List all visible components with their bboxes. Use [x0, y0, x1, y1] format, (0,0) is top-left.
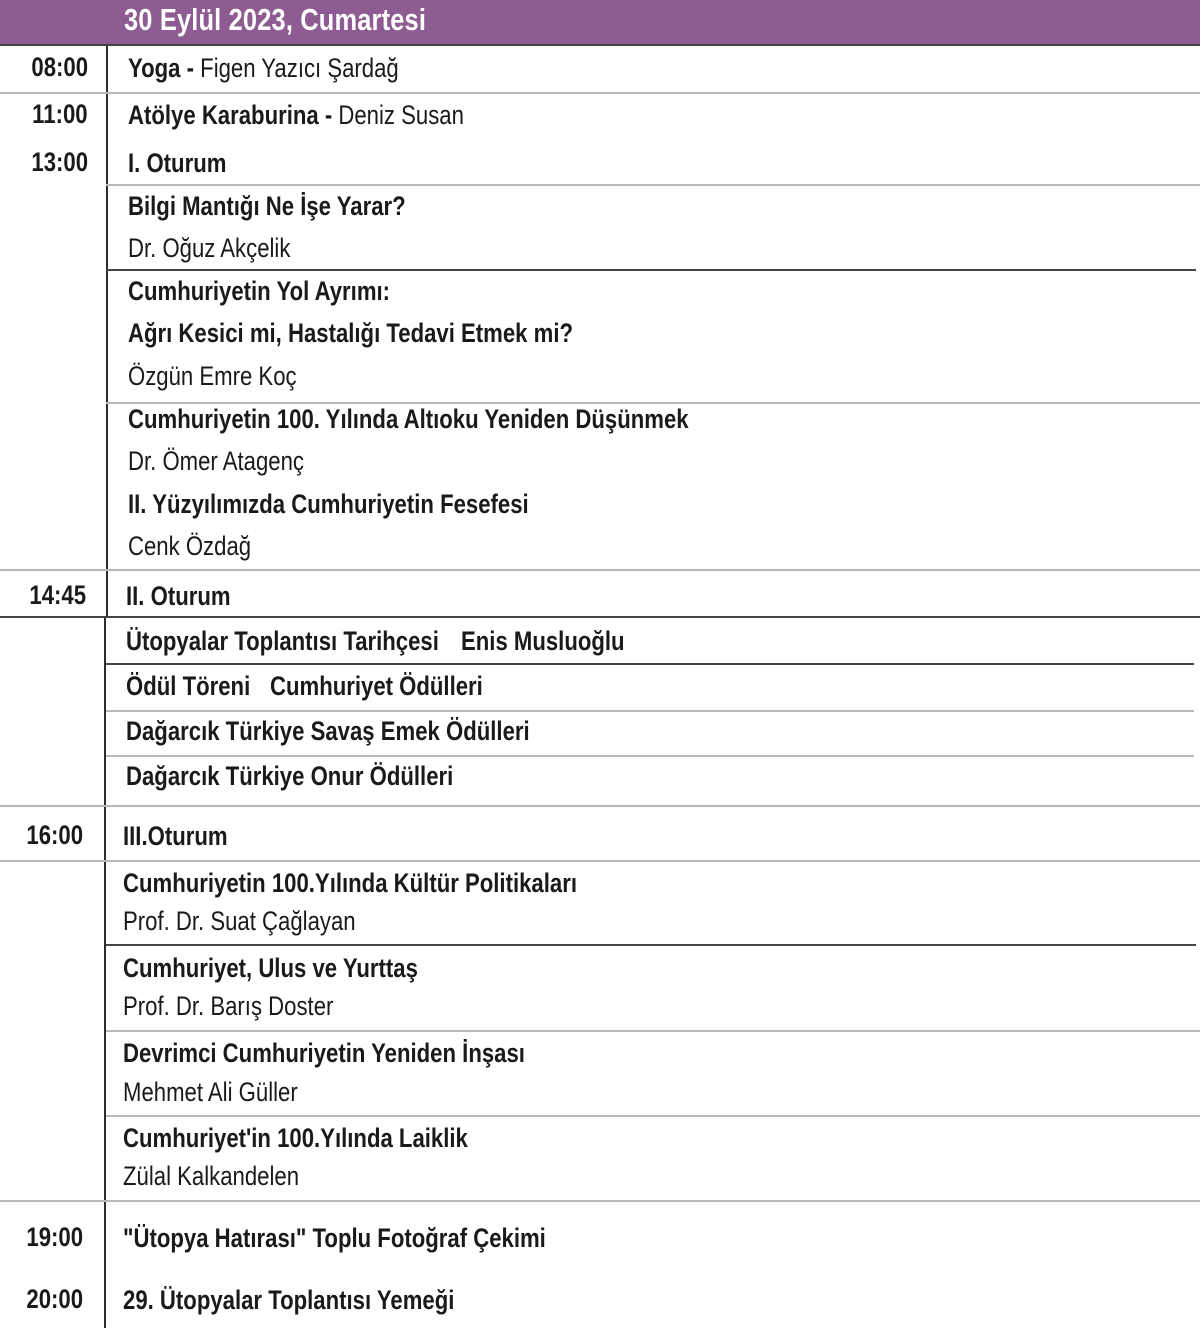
event-title: Atölye Karaburina — [128, 100, 319, 130]
talk-title: Devrimci Cumhuriyetin Yeniden İnşası — [123, 1038, 525, 1068]
row-divider — [0, 44, 1200, 46]
talk-title: Cumhuriyetin 100.Yılında Kültür Politikaları — [123, 868, 577, 898]
talk-title: Cumhuriyet'in 100.Yılında Laiklik — [123, 1123, 468, 1153]
time-label: 11:00 — [32, 99, 88, 129]
talk-divider — [106, 184, 1200, 186]
session-label: III.Oturum — [123, 821, 228, 851]
talk-divider — [106, 1115, 1200, 1117]
talk-divider — [106, 1030, 1200, 1032]
talk-title: Bilgi Mantığı Ne İşe Yarar? — [128, 191, 406, 221]
row-divider — [0, 860, 1200, 862]
time-label: 13:00 — [31, 147, 88, 177]
talk-title: II. Yüzyılımızda Cumhuriyetin Fesefesi — [128, 489, 529, 519]
page-title: 30 Eylül 2023, Cumartesi — [124, 2, 427, 37]
talk-divider — [106, 755, 1194, 757]
talk-speaker: Prof. Dr. Barış Doster — [123, 991, 334, 1021]
session-item: Dağarcık Türkiye Onur Ödülleri — [126, 761, 454, 791]
session-item: Ütopyalar Toplantısı Tarihçesi — [126, 626, 439, 656]
session-item-detail: Cumhuriyet Ödülleri — [270, 671, 483, 701]
talk-title: Cumhuriyet, Ulus ve Yurttaş — [123, 953, 418, 983]
event-title: Yoga — [128, 53, 181, 83]
row-divider — [0, 1200, 1200, 1202]
talk-speaker: Mehmet Ali Güller — [123, 1077, 298, 1107]
column-divider — [106, 44, 108, 618]
row-divider — [0, 616, 1200, 618]
column-divider — [104, 618, 106, 1328]
talk-title: Cumhuriyetin Yol Ayrımı: — [128, 276, 391, 306]
event-photo: "Ütopya Hatırası" Toplu Fotoğraf Çekimi — [123, 1223, 546, 1253]
event-yoga — [128, 52, 399, 84]
time-label: 20:00 — [26, 1284, 83, 1314]
talk-divider — [106, 663, 1194, 665]
talk-speaker: Dr. Oğuz Akçelik — [128, 233, 291, 263]
talk-speaker: Zülal Kalkandelen — [123, 1161, 300, 1191]
event-speaker: Deniz Susan — [338, 100, 464, 130]
time-label: 19:00 — [26, 1222, 83, 1252]
event-speaker: Figen Yazıcı Şardağ — [200, 53, 399, 83]
row-divider — [0, 92, 1200, 94]
talk-speaker: Prof. Dr. Suat Çağlayan — [123, 906, 356, 936]
talk-speaker: Cenk Özdağ — [128, 531, 252, 561]
talk-divider — [106, 944, 1196, 946]
event-separator: - — [318, 100, 339, 130]
session-label: I. Oturum — [128, 148, 227, 178]
talk-speaker: Dr. Ömer Atagenç — [128, 446, 304, 476]
talk-divider — [106, 710, 1194, 712]
session-item-speaker: Enis Musluoğlu — [461, 626, 625, 656]
session-item: Ödül Töreni — [126, 671, 251, 701]
time-label: 16:00 — [26, 820, 83, 850]
header-bar — [0, 0, 1200, 44]
row-divider — [0, 805, 1200, 807]
talk-speaker: Özgün Emre Koç — [128, 361, 297, 391]
session-label: II. Oturum — [126, 581, 231, 611]
row-divider — [0, 569, 1200, 571]
talk-title: Cumhuriyetin 100. Yılında Altıoku Yeniden Düşünmek — [128, 404, 689, 434]
time-label: 08:00 — [31, 52, 88, 82]
talk-subtitle: Ağrı Kesici mi, Hastalığı Tedavi Etmek mi? — [128, 318, 574, 348]
session-item: Dağarcık Türkiye Savaş Emek Ödülleri — [126, 716, 530, 746]
event-dinner: 29. Ütopyalar Toplantısı Yemeği — [123, 1285, 455, 1315]
time-label: 14:45 — [29, 580, 86, 610]
event-separator: - — [180, 53, 201, 83]
talk-divider — [106, 269, 1196, 271]
event-atolye — [128, 99, 464, 131]
